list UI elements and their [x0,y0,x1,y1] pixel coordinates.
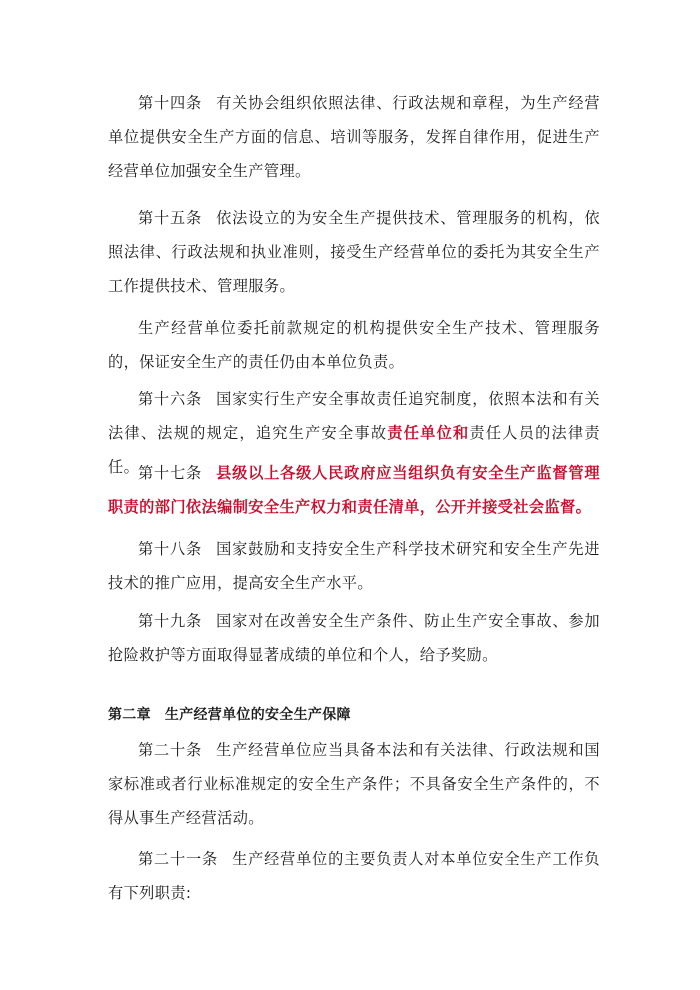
article-19 [108,604,600,672]
article-15 [108,201,600,303]
article-text: 生产经营单位应当具备本法和有关法律、行政法规和国家标准或者行业标准规定的安全生产条件；不具备安全生产条件的，不得从事生产经营活动。 [108,741,600,827]
article-14 [108,86,600,188]
article-text: 有关协会组织依照法律、行政法规和章程，为生产经营单位提供安全生产方面的信息、培训等服务，发挥自律作用，促进生产经营单位加强安全生产管理。 [108,94,600,180]
highlighted-text: 责任单位和 [387,424,470,442]
article-label: 第十五条 [138,209,203,227]
chapter-number: 第二章 [108,707,151,723]
article-15-paragraph-2 [108,311,600,379]
article-text: 生产经营单位委托前款规定的机构提供安全生产技术、管理服务的，保证安全生产的责任仍由本单位负责。 [108,319,600,371]
article-20 [108,733,600,835]
article-label: 第二十条 [138,741,203,759]
article-text: 国家实行生产安全事故责任追究制度，依照本法和有关法律、法规的规定，追究生产安全事故 [108,390,600,442]
chapter-heading [108,703,600,727]
article-label: 第十八条 [138,540,203,558]
article-17 [108,456,600,524]
chapter-title: 生产经营单位的安全生产保障 [164,707,351,723]
article-text: 国家鼓励和支持安全生产科学技术研究和安全生产先进技术的推广应用，提高安全生产水平。 [108,540,600,592]
article-label: 第十四条 [138,94,203,112]
article-label: 第二十一条 [138,850,219,868]
article-21 [108,842,600,910]
article-label: 第十七条 [138,464,203,482]
article-text: 依法设立的为安全生产提供技术、管理服务的机构，依照法律、行政法规和执业准则，接受生产经营单位的委托为其安全生产工作提供技术、管理服务。 [108,209,600,295]
article-label: 第十六条 [138,390,203,408]
article-text: 生产经营单位的主要负责人对本单位安全生产工作负有下列职责: [108,850,600,902]
highlighted-text: 县级以上各级人民政府应当组织负有安全生产监督管理职责的部门依法编制安全生产权力和责任清单，公开并接受社会监督。 [108,464,600,516]
article-label: 第十九条 [138,612,203,630]
article-18 [108,532,600,600]
article-text: 国家对在改善安全生产条件、防止生产安全事故、参加抢险救护等方面取得显著成绩的单位和个人，给予奖励。 [108,612,600,664]
article-text: 责任人员的法律责任。 [108,424,601,476]
